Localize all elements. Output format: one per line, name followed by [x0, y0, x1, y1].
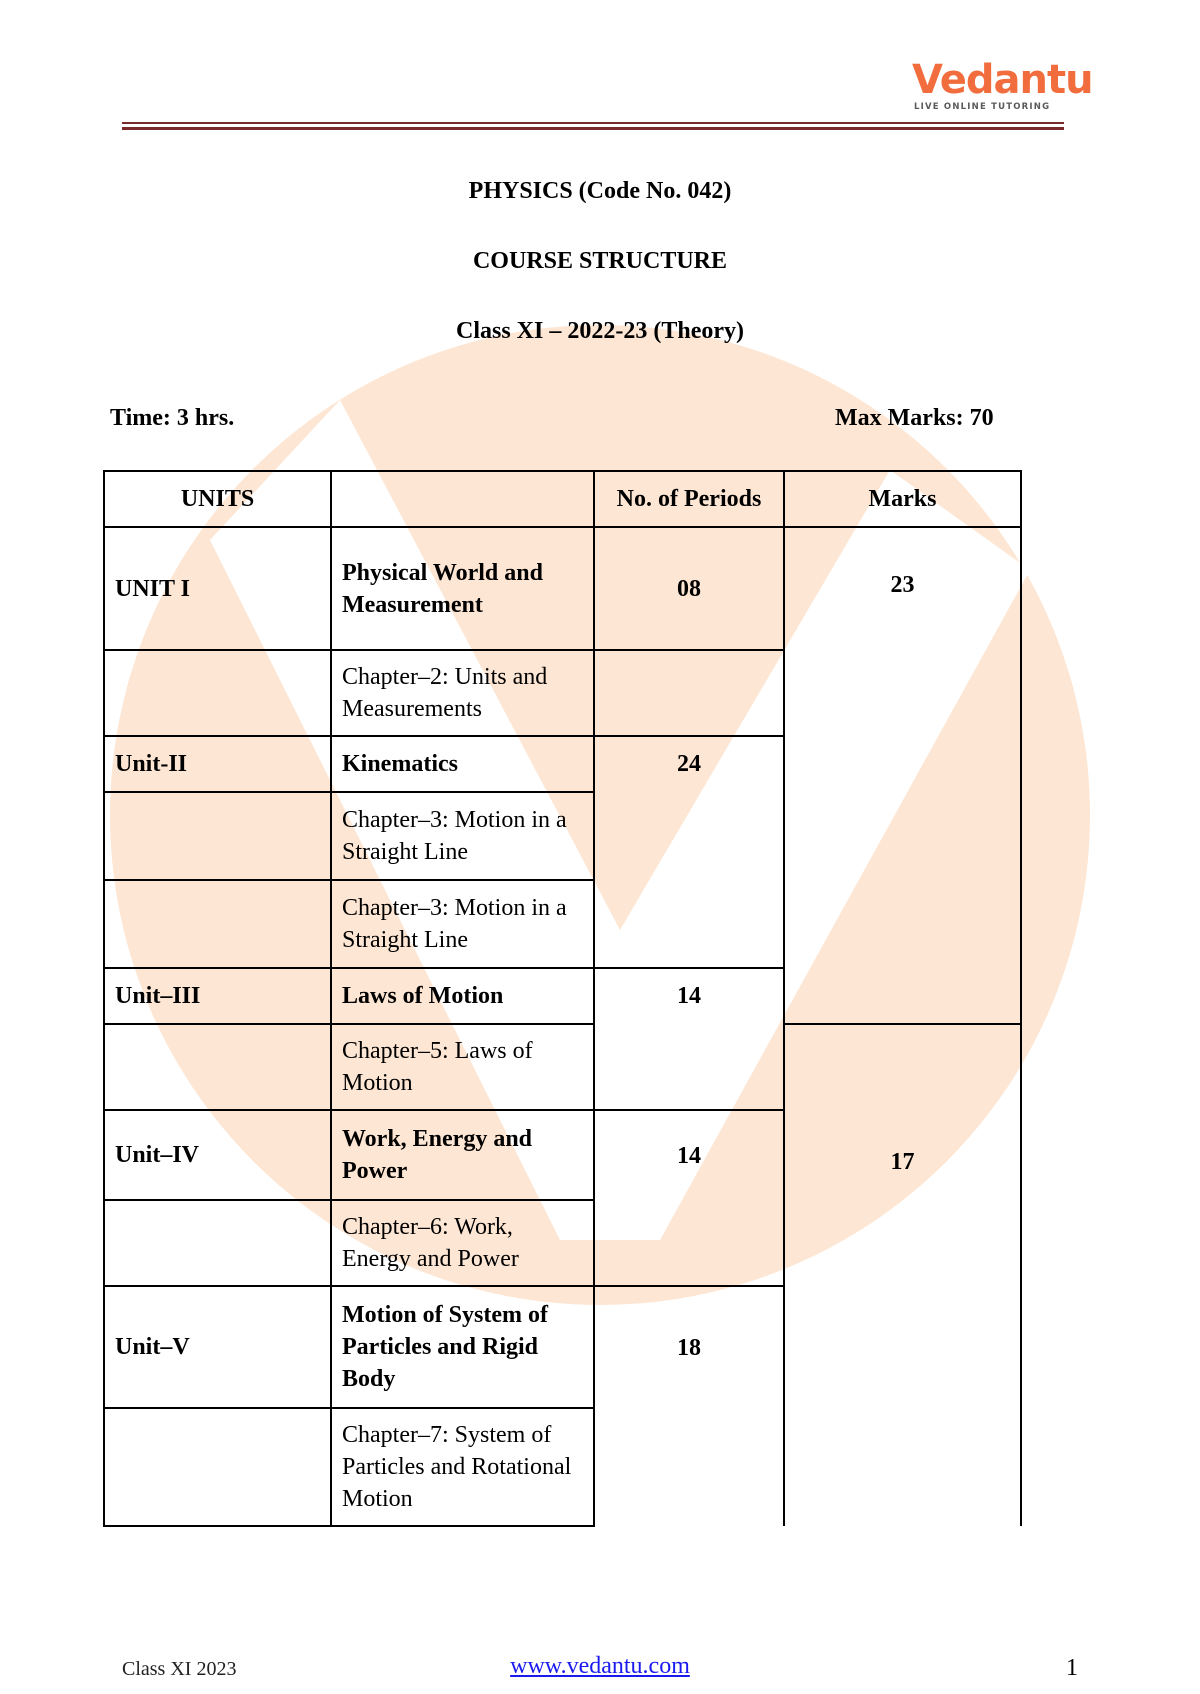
- max-marks-label: Max Marks: 70: [835, 405, 994, 431]
- periods-cell: 18: [594, 1286, 784, 1526]
- footer-website-link[interactable]: www.vedantu.com: [510, 1653, 690, 1679]
- footer-class-label: Class XI 2023: [122, 1658, 237, 1680]
- header-marks: Marks: [784, 471, 1021, 527]
- time-label: Time: 3 hrs.: [110, 405, 235, 431]
- table-row: [104, 1024, 1021, 1110]
- periods-cell: 14: [594, 968, 784, 1110]
- topic-cell: Kinematics: [331, 736, 594, 792]
- unit-cell: Unit–IV: [104, 1110, 331, 1200]
- topic-cell: Chapter–3: Motion in a Straight Line: [331, 792, 594, 880]
- topic-cell: Chapter–6: Work, Energy and Power: [331, 1200, 594, 1286]
- topic-cell: Chapter–5: Laws of Motion: [331, 1024, 594, 1110]
- unit-cell: Unit–V: [104, 1286, 331, 1408]
- topic-cell: Chapter–3: Motion in a Straight Line: [331, 880, 594, 968]
- table-header-row: [104, 471, 1021, 527]
- table-row: [104, 527, 1021, 650]
- unit-cell: [104, 792, 331, 880]
- unit-cell: [104, 880, 331, 968]
- course-structure-table: [103, 470, 1022, 1527]
- periods-cell: [594, 650, 784, 736]
- topic-cell: Chapter–7: System of Particles and Rotational Motion: [331, 1408, 594, 1526]
- topic-cell: Physical World and Measurement: [331, 527, 594, 650]
- header-units: UNITS: [104, 471, 331, 527]
- unit-cell: [104, 1408, 331, 1526]
- logo-wordmark: Vedantu: [912, 57, 1093, 103]
- unit-cell: [104, 650, 331, 736]
- vedantu-logo: [912, 57, 1093, 114]
- unit-cell: Unit-II: [104, 736, 331, 792]
- marks-cell: 23: [784, 527, 1021, 1024]
- page-number: 1: [1066, 1655, 1078, 1681]
- unit-cell: Unit–III: [104, 968, 331, 1024]
- logo-tagline: LIVE ONLINE TUTORING: [914, 102, 1051, 112]
- unit-cell: [104, 1024, 331, 1110]
- topic-cell: Motion of System of Particles and Rigid Body: [331, 1286, 594, 1408]
- unit-cell: [104, 1200, 331, 1286]
- header-periods: No. of Periods: [594, 471, 784, 527]
- periods-cell: 08: [594, 527, 784, 650]
- topic-cell: Work, Energy and Power: [331, 1110, 594, 1200]
- topic-cell: Laws of Motion: [331, 968, 594, 1024]
- topic-cell: Chapter–2: Units and Measurements: [331, 650, 594, 736]
- unit-cell: UNIT I: [104, 527, 331, 650]
- marks-cell: 17: [784, 1024, 1021, 1526]
- header-rule-thick: [122, 127, 1064, 130]
- document-title: PHYSICS (Code No. 042): [468, 178, 732, 204]
- document-subtitle: COURSE STRUCTURE: [472, 248, 728, 274]
- periods-cell: 14: [594, 1110, 784, 1286]
- periods-cell: 24: [594, 736, 784, 968]
- class-line: Class XI – 2022-23 (Theory): [456, 318, 744, 344]
- header-rule: [122, 122, 1064, 124]
- header-topic: [331, 471, 594, 527]
